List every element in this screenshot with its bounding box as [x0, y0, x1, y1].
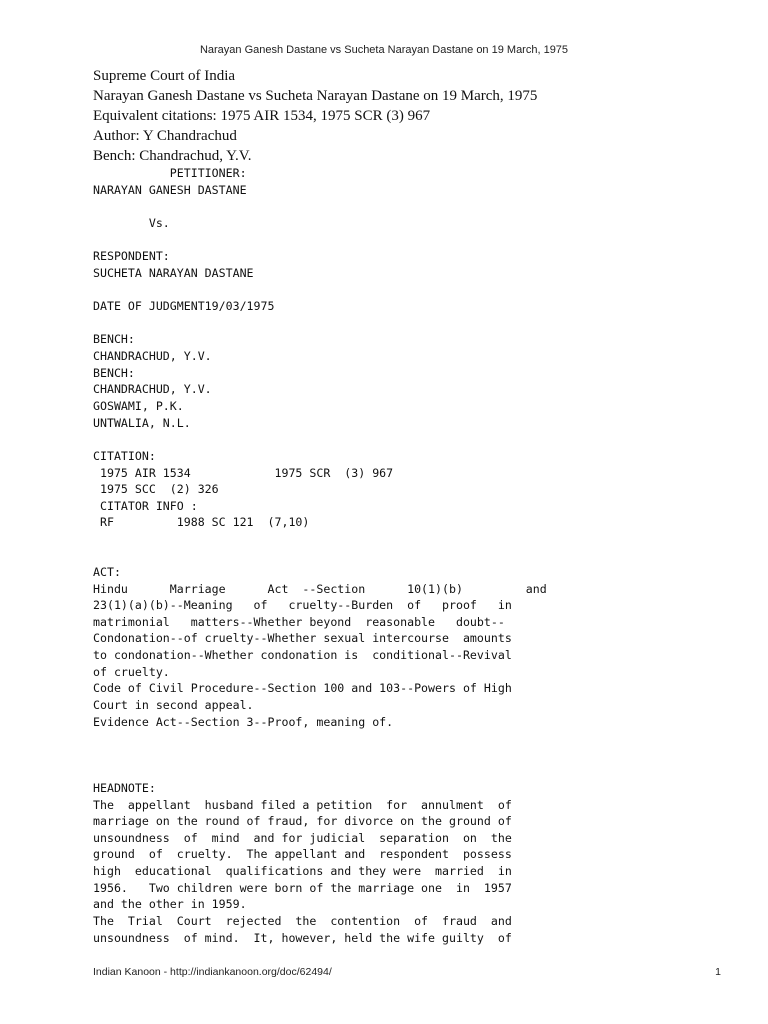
bench-judge: CHANDRACHUD, Y.V.: [93, 349, 212, 363]
page-header: Narayan Ganesh Dastane vs Sucheta Narayan Dastane on 19 March, 1975: [199, 44, 569, 56]
headnote-text-line: unsoundness of mind and for judicial separation on the: [93, 831, 512, 845]
headnote-text-line: high educational qualifications and they were married in: [93, 864, 512, 878]
page-number: 1: [715, 966, 721, 978]
citation-line: 1975 SCC (2) 326: [93, 482, 219, 496]
bench-line: Bench: Chandrachud, Y.V.: [93, 148, 252, 164]
headnote-text-line: unsoundness of mind. It, however, held the wife guilty of: [93, 931, 512, 945]
headnote-label: HEADNOTE:: [93, 781, 156, 795]
headnote-text-line: The Trial Court rejected the contention of fraud and: [93, 914, 512, 928]
act-text-line: Condonation--of cruelty--Whether sexual intercourse amounts: [93, 631, 512, 645]
citation-label: CITATION:: [93, 449, 156, 463]
act-text-line: Hindu Marriage Act --Section 10(1)(b) and: [93, 582, 547, 596]
bench-judge: CHANDRACHUD, Y.V.: [93, 382, 212, 396]
act-text-line: of cruelty.: [93, 665, 170, 679]
petitioner-name: NARAYAN GANESH DASTANE: [93, 183, 247, 197]
court-name: Supreme Court of India: [93, 68, 236, 84]
respondent-name: SUCHETA NARAYAN DASTANE: [93, 266, 254, 280]
petitioner-label: PETITIONER:: [93, 166, 247, 180]
citation-line: 1975 AIR 1534 1975 SCR (3) 967: [93, 466, 394, 480]
headnote-text-line: and the other in 1959.: [93, 897, 247, 911]
judgment-date: DATE OF JUDGMENT19/03/1975: [93, 299, 275, 313]
act-text-line: Court in second appeal.: [93, 698, 254, 712]
act-text-line: Code of Civil Procedure--Section 100 and 103--Powers of High: [93, 681, 512, 695]
versus-label: Vs.: [93, 216, 170, 230]
respondent-label: RESPONDENT:: [93, 249, 170, 263]
act-text-line: Evidence Act--Section 3--Proof, meaning of.: [93, 715, 394, 729]
author-line: Author: Y Chandrachud: [93, 128, 237, 144]
headnote-text-line: marriage on the round of fraud, for divorce on the ground of: [93, 814, 512, 828]
act-label: ACT:: [93, 565, 121, 579]
act-text-line: 23(1)(a)(b)--Meaning of cruelty--Burden of proof in: [93, 598, 512, 612]
document-title-block: [93, 66, 693, 166]
bench-judge: GOSWAMI, P.K.: [93, 399, 184, 413]
headnote-text-line: The appellant husband filed a petition for annulment of: [93, 798, 512, 812]
headnote-text-line: 1956. Two children were born of the marriage one in 1957: [93, 881, 512, 895]
bench-label: BENCH:: [93, 332, 135, 346]
citator-info-label: CITATOR INFO :: [93, 499, 198, 513]
act-text-line: matrimonial matters--Whether beyond reasonable doubt--: [93, 615, 505, 629]
bench-judge: UNTWALIA, N.L.: [93, 416, 191, 430]
headnote-text-line: ground of cruelty. The appellant and respondent possess: [93, 847, 512, 861]
page-footer: [93, 966, 721, 978]
act-text-line: to condonation--Whether condonation is conditional--Revival: [93, 648, 512, 662]
case-title: Narayan Ganesh Dastane vs Sucheta Narayan Dastane on 19 March, 1975: [93, 88, 538, 104]
footer-source-link[interactable]: Indian Kanoon - http://indiankanoon.org/doc/62494/: [93, 966, 332, 978]
bench-label: BENCH:: [93, 366, 135, 380]
citator-info-line: RF 1988 SC 121 (7,10): [93, 515, 310, 529]
equivalent-citations: Equivalent citations: 1975 AIR 1534, 1975 SCR (3) 967: [93, 108, 431, 124]
